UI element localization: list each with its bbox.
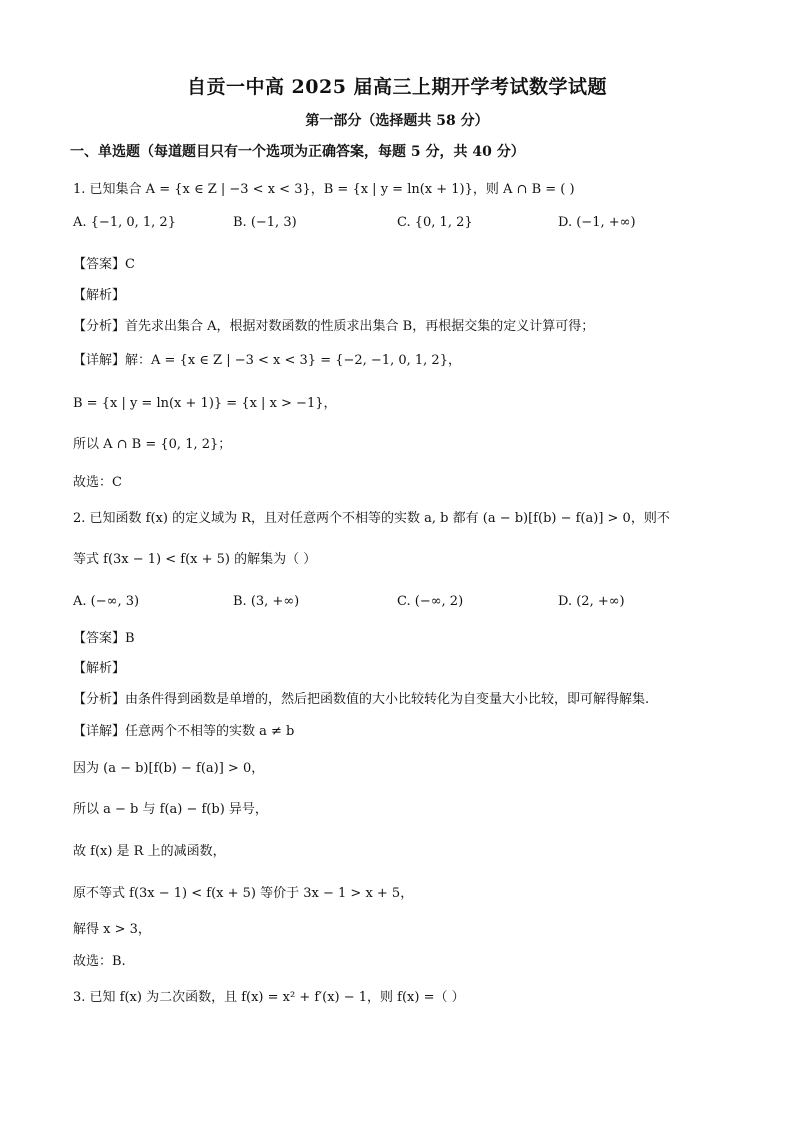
q2-detail-3: 所以 a − b 与 f(a) − f(b) 异号， bbox=[73, 802, 268, 817]
q1-analysis-title: 【解析】 bbox=[73, 288, 126, 303]
q1-option-d: D. (−1, +∞) bbox=[558, 215, 636, 230]
q1-option-a: A. {−1, 0, 1, 2} bbox=[73, 215, 176, 230]
q2-detail-2: 因为 (a − b)[f(b) − f(a)] > 0， bbox=[73, 761, 265, 776]
q1-option-b: B. (−1, 3) bbox=[233, 215, 297, 230]
q1-detail-1: 【详解】解：A = {x ∈ Z | −3 < x < 3} = {−2, −1, 0, 1, 2}， bbox=[73, 353, 461, 368]
q2-answer: 【答案】B bbox=[73, 631, 135, 646]
q2-stem-line-1: 2. 已知函数 f(x) 的定义域为 R，且对任意两个不相等的实数 a, b 都有 (a − b)[f(b) − f(a)] > 0，则不 bbox=[73, 511, 670, 526]
part-subtitle: 第一部分（选择题共 58 分） bbox=[305, 113, 489, 129]
q2-option-d: D. (2, +∞) bbox=[558, 594, 625, 609]
q2-detail-1: 【详解】任意两个不相等的实数 a ≠ b bbox=[73, 724, 295, 739]
q2-analysis-title: 【解析】 bbox=[73, 661, 126, 676]
q3-stem: 3. 已知 f(x) 为二次函数，且 f(x) = x² + f′(x) − 1，则 f(x) =（ ） bbox=[73, 990, 465, 1005]
q2-option-b: B. (3, +∞) bbox=[233, 594, 300, 609]
q2-fenxi: 【分析】由条件得到函数是单增的，然后把函数值的大小比较转化为自变量大小比较，即可解得解集. bbox=[73, 692, 650, 707]
q1-choose: 故选：C bbox=[73, 475, 122, 490]
q1-detail-2: B = {x | y = ln(x + 1)} = {x | x > −1}， bbox=[73, 396, 337, 411]
q2-detail-4: 故 f(x) 是 R 上的减函数， bbox=[73, 844, 226, 859]
q1-option-c: C. {0, 1, 2} bbox=[397, 215, 473, 230]
q2-option-a: A. (−∞, 3) bbox=[73, 594, 140, 609]
q2-option-c: C. (−∞, 2) bbox=[397, 594, 464, 609]
q2-choose: 故选：B. bbox=[73, 954, 126, 969]
q2-detail-6: 解得 x > 3， bbox=[73, 922, 151, 937]
q1-stem: 1. 已知集合 A = {x ∈ Z | −3 < x < 3}，B = {x | y = ln(x + 1)}，则 A ∩ B = ( ) bbox=[73, 182, 575, 197]
q1-detail-3: 所以 A ∩ B = {0, 1, 2}； bbox=[73, 437, 232, 452]
q1-fenxi: 【分析】首先求出集合 A，根据对数函数的性质求出集合 B，再根据交集的定义计算可得； bbox=[73, 319, 595, 334]
q2-stem-line-2: 等式 f(3x − 1) < f(x + 5) 的解集为（ ） bbox=[73, 552, 317, 567]
page-title: 自贡一中高 2025 届高三上期开学考试数学试题 bbox=[186, 76, 608, 98]
q1-answer: 【答案】C bbox=[73, 257, 135, 272]
section-heading: 一、单选题（每道题目只有一个选项为正确答案，每题 5 分，共 40 分） bbox=[70, 144, 525, 160]
q2-detail-5: 原不等式 f(3x − 1) < f(x + 5) 等价于 3x − 1 > x + 5， bbox=[73, 886, 414, 901]
